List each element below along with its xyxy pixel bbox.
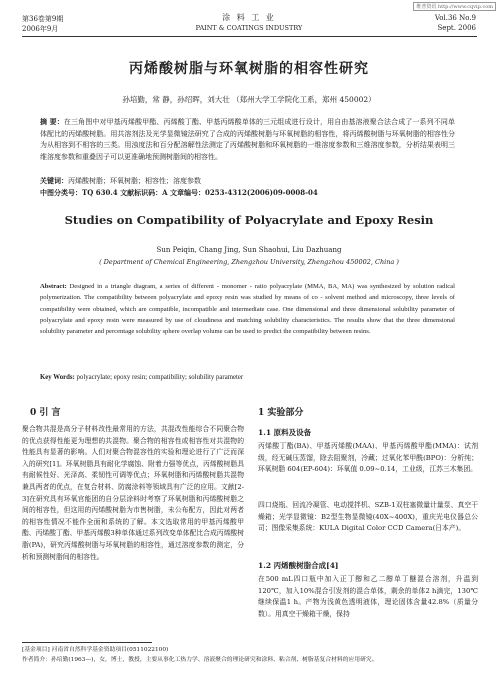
affiliation-en: ( Department of Chemical Engineering, Zhengzhou University, Zhengzhou 450002, China )	[99, 258, 399, 266]
keywords-en-text: polyacrylate; epoxy resin; compatibility; solubility parameter	[76, 374, 244, 381]
authors-zh: 孙培勤，常 静，孙绍晖，刘大壮 （郑州大学工学院化工系，郑州 450002）	[122, 95, 376, 104]
classification-zh: 中图分类号：TQ 630.4 文献标识码：A 文章编号：0253-4312(2006)09-0008-04	[40, 188, 318, 197]
authors-en: Sun Peiqin, Chang Jing, Sun Shaohui, Liu Dazhuang	[156, 246, 342, 254]
keywords-en	[40, 374, 455, 381]
footnote-author: 作者简介：孙培勤(1963—)，女，博士，教授，主要从事化工热力学、溶液聚合的理论研究和涂料、粘合剂、树脂基复合材料的应用研究。	[22, 657, 378, 663]
section-heading-intro: 0 引 言	[30, 408, 61, 418]
abstract-en	[40, 281, 455, 337]
volume-issue: 第36卷第9期	[22, 15, 64, 23]
abstract-zh-label: 摘 要：	[40, 117, 64, 126]
abstract-zh	[40, 116, 455, 163]
subsection-synthesis-body: 在500 mL四口瓶中加入正丁醇和乙二醇单丁醚混合溶剂，升温到120℃，加入10%混合引发剂的混合单体，剩余的单体2 h滴完，130℃继续保温1 h。产物为浅黄色透明液体，理论固体含量42.8%（质量分数）。用真空干燥箱干燥，保持	[258, 575, 478, 618]
abstract-en-text: Designed in a triangle diagram, a series of different - monomer - ratio polyacrylate (MMA, BA, MA) was synthesized by solution radical polymerization. The compatibility between polyacrylate and epoxy resin was studied by means of co - solvent method and microscopy, three levels of compatibility were obtained, which are compatible, incompatible and intermediate case. One dimensional and three dimensional solubility parameter of polyacrylate and epoxy resin were measured by use of cloudiness and matching solubility characteristics. The results show that the three dimensional solubility parameter and percentage solubility sphere overlap volume can be used to predict the compatibility between resins.	[40, 283, 455, 336]
footnote-fund: [基金项目] 河南省自然科学基金资助项目(0511022100)	[22, 647, 169, 653]
keywords-zh-label: 关键词：	[40, 176, 68, 185]
watermark-stamp: 维普资讯 http://www.cqvip.com	[413, 2, 496, 11]
keywords-zh	[40, 176, 455, 186]
keywords-en-label: Key Words:	[40, 374, 75, 381]
subsection-heading-materials: 1.1 原料及设备	[258, 428, 312, 437]
keywords-zh-text: 丙烯酸树脂；环氧树脂；相容性；溶度参数	[68, 177, 201, 185]
issue-date-en: Sept. 2006	[437, 24, 476, 32]
section-heading-experimental: 1 实验部分	[258, 408, 304, 418]
header-rule	[22, 36, 477, 37]
abstract-en-label: Abstract:	[40, 283, 67, 290]
article-title-zh: 丙烯酸树脂与环氧树脂的相容性研究	[129, 61, 369, 77]
footnote	[22, 645, 477, 665]
article-title-en: Studies on Compatibility of Polyacrylate and Epoxy Resin	[64, 213, 434, 227]
footnote-rule	[22, 642, 152, 643]
page-header	[0, 0, 498, 40]
journal-name-zh: 涂 料 工 业	[222, 13, 276, 22]
subsection-materials-body: 丙烯酸丁酯(BA)、甲基丙烯酸(MAA)、甲基丙烯酸甲酯(MMA)：试剂级，经无碱压蒸馏，除去阻聚剂，冷藏；过氧化苯甲酰(BPO)：分析纯；环氧树脂 604(EP-604)：环氧值 0.09~0.14，工业级，江苏三木集团。	[258, 442, 478, 474]
abstract-zh-text: 在三角图中对甲基丙烯酸甲酯、丙烯酸丁酯、甲基丙烯酸单体的三元组成进行设计，用自由基溶液聚合法合成了一系列不同单体配比的丙烯酸树脂。用共溶剂法及光学显微镜法研究了合成的丙烯酸树脂与环氧树脂的相容性，将丙烯酸树脂与环氧树脂的相容性分为从相容到不相容的三类。用浊度法和百分配溶解性法测定了丙烯酸树脂和环氧树脂的一维溶度参数和三维溶度参数，分析结果表明三维溶度参数和重叠因子可以更准确地预测树脂间的相容性。	[40, 118, 455, 161]
subsection-heading-synthesis: 1.2 丙烯酸树脂合成[4]	[258, 561, 339, 570]
volume-issue-en: Vol.36 No.9	[434, 14, 476, 22]
subsection-equipment-body: 四口烧瓶、回流冷凝管、电动搅拌机、SZB-1双柱塞微量计量泵、真空干燥箱；光学显微镜：B2型生物显微镜(40X~400X)，重庆光电仪器总公司；图像采集系统：KULA Digital Color CCD Camera(日本产)。	[258, 501, 478, 533]
journal-name-en: PAINT & COATINGS INDUSTRY	[195, 24, 303, 32]
section-intro-body: 聚合物共混是高分子材料改性最常用的方法，共混改性能综合不同聚合物的优点获得性能更为理想的共混物。聚合物的相容性或相容性对共混物的性能具有显著的影响。人们对聚合物混容性的实验和理论进行了广泛而深入的研究[1]。环氧树脂具有耐化学腐蚀、附着力强等优点，丙烯酸树脂具有耐候性好、光泽高、柔韧性可调等优点；环氧树脂和丙烯酸树脂共混物兼具两者的优点，在复合材料、防腐涂料等领域具有广泛的应用。文献[2-3]在研究具有环氧官能团的自分层涂料时考察了环氧树脂和丙烯酸树脂之间的相容性，但这用的丙烯酸树脂为市售树脂，未公布配方，因此对两者的相容性情况不能作全面和系统的了解。本文选取常用的甲基丙烯酸甲酯、丙烯酸丁酯、甲基丙烯酸3种单体通过系列改变单体配比合成丙烯酸树脂(PA)，研究丙烯酸树脂与环氧树脂的相容性，通过溶度参数的测定，分析和预测树脂间的相容性。	[22, 425, 244, 561]
issue-date: 2006年9月	[22, 25, 59, 33]
